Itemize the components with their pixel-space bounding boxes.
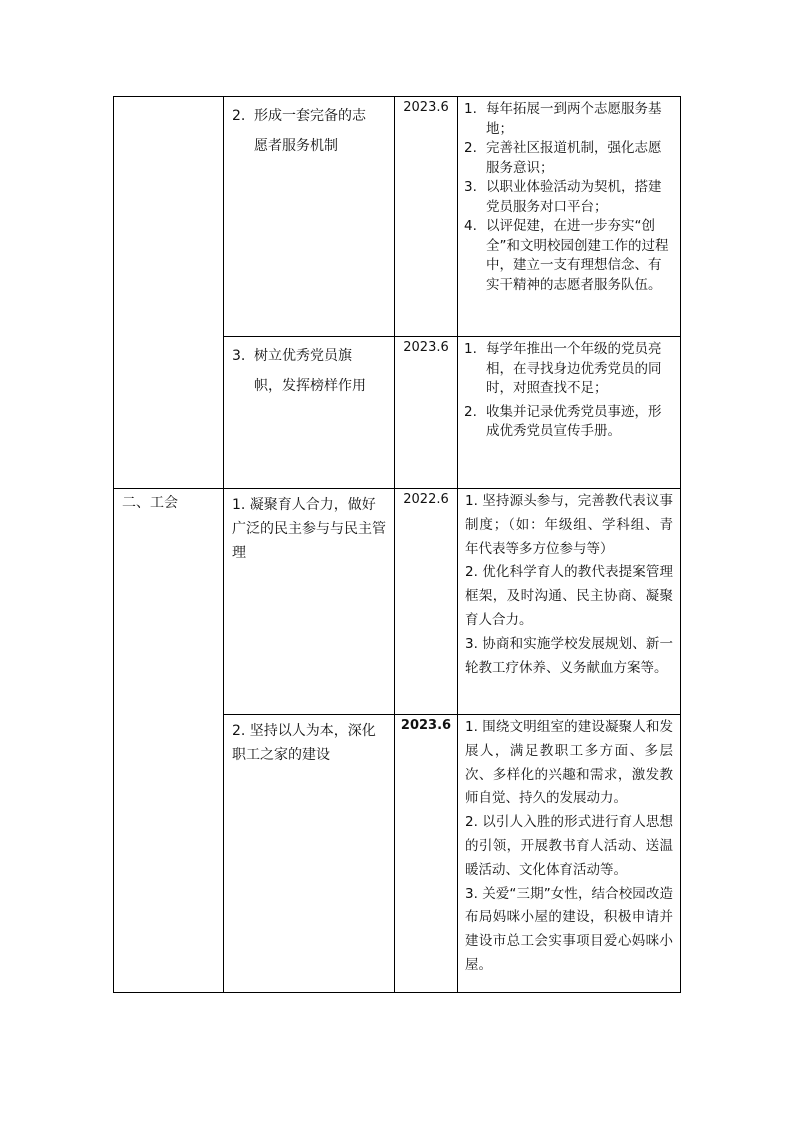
measure-paragraph: 1. 坚持源头参与，完善教代表议事制度；（如：年级组、学科组、青年代表等多方位参与等） [465,493,673,557]
measures-cell [458,97,681,337]
table-row [114,489,681,715]
measures-cell [458,489,681,715]
goal-cell: 1. 凝聚育人合力，做好广泛的民主参与与民主管理 [224,489,395,715]
list-item: 1. 每学年推出一个年级的党员亮相，在寻找身边优秀党员的同时，对照查找不足； [464,341,662,396]
list-item: 2. 完善社区报道机制，强化志愿服务意识； [464,140,662,176]
date-cell: 2022.6 [395,489,458,715]
list-item: 1. 每年拓展一到两个志愿服务基地； [464,101,662,137]
category-cell: 二、工会 [114,489,224,993]
measure-paragraph: 3. 协商和实施学校发展规划、新一轮教工疗休养、义务献血方案等。 [465,635,673,676]
measures-list [458,97,680,299]
date-cell: 2023.6 [395,715,458,993]
list-item: 3. 以职业体验活动为契机，搭建党员服务对口平台； [464,179,662,215]
measures-text [458,715,680,980]
goal-number: 3. [232,348,246,364]
goal-cell [224,337,395,489]
measures-list [458,337,680,446]
measures-text [458,489,680,682]
goal-text: 形成一套完备的志 [254,108,366,124]
goal-number: 2. [232,108,246,124]
list-item: 2. 收集并记录优秀党员事迹，形成优秀党员宣传手册。 [464,403,662,439]
goal-text: 帜，发挥榜样作用 [254,378,366,394]
measure-paragraph: 3. 关爱“三期”女性，结合校园改造布局妈咪小屋的建设，积极申请并建设市总工会实事项目爱心妈咪小屋。 [465,885,673,973]
goal-cell [224,97,395,337]
list-item: 4. 以评促建，在进一步夯实“创全”和文明校园创建工作的过程中，建立一支有理想信念、有实干精神的志愿者服务队伍。 [464,218,669,293]
table-row [114,97,681,337]
measures-cell [458,715,681,993]
date-cell: 2023.6 [395,337,458,489]
work-plan-table [113,96,681,993]
goal-text: 愿者服务机制 [254,138,338,154]
measures-cell [458,337,681,489]
date-cell: 2023.6 [395,97,458,337]
measure-paragraph: 2. 以引人入胜的形式进行育人思想的引领，开展教书育人活动、送温暖活动、文化体育活动等。 [465,814,673,878]
goal-text: 树立优秀党员旗 [254,348,352,364]
goal-cell: 2. 坚持以人为本，深化职工之家的建设 [224,715,395,993]
category-cell [114,97,224,489]
measure-paragraph: 2. 优化科学育人的教代表提案管理框架，及时沟通、民主协商、凝聚育人合力。 [465,564,673,628]
measure-paragraph: 1. 围绕文明组室的建设凝聚人和发展人，满足教职工多方面、多层次、多样化的兴趣和需求，激发教师自觉、持久的发展动力。 [465,719,673,807]
